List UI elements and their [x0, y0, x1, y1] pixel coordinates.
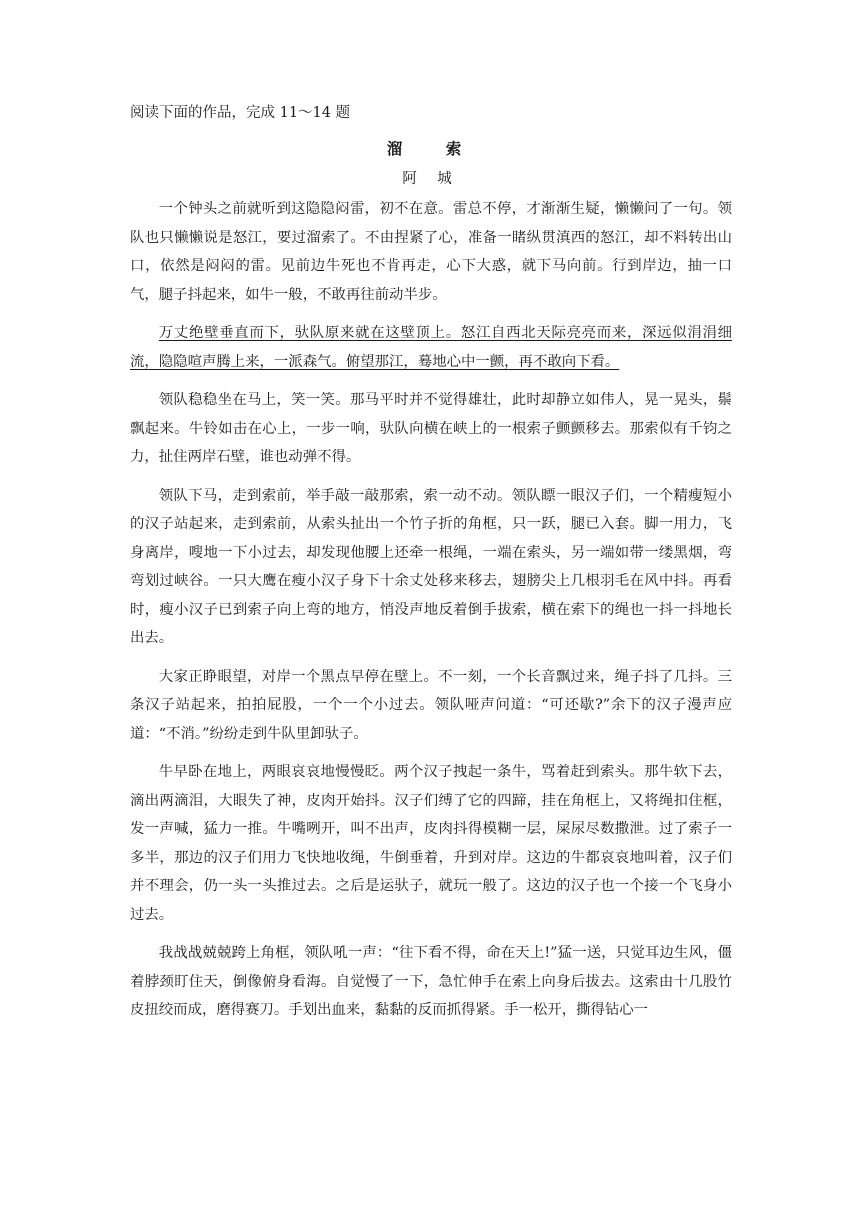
paragraph-5: 大家正睁眼望，对岸一个黑点早停在壁上。不一刻，一个长音飘过来，绳子抖了几抖。三条汉子站起来，拍拍屁股，一个一个小过去。领队哑声问道：“可还歇?”余下的汉子漫声应道：“不消。”纷纷走到牛队里卸驮子。: [130, 668, 732, 742]
paragraph-2-underlined: [130, 319, 732, 376]
article-title: 溜 索: [386, 139, 476, 158]
paragraph-3: 领队稳稳坐在马上，笑一笑。那马平时并不觉得雄壮，此时却静立如伟人，晃一晃头，鬃飘起来。牛铃如击在心上，一步一响，驮队向横在峡上的一根索子颤颤移去。那索似有千钧之力，扯住两岸石壁，谁也动弹不得。: [130, 392, 732, 465]
paragraph-4: 领队下马，走到索前，举手敲一敲那索，索一动不动。领队瞟一眼汉子们，一个精瘦短小的汉子站起来，走到索前，从索头扯出一个竹子折的角框，只一跃，腿已入套。脚一用力，飞身离岸，嗖地一下小过去，却发现他腰上还牵一根绳，一端在索头，另一端如带一缕黑烟，弯弯划过峡谷。一只大鹰在瘦小汉子身下十余丈处移来移去，翅膀尖上几根羽毛在风中抖。再看时，瘦小汉子已到索子向上弯的地方，悄没声地反着倒手拔索，横在索下的绳也一抖一抖地长出去。: [130, 487, 732, 646]
paragraph-1: 一个钟头之前就听到这隐隐闷雷，初不在意。雷总不停，才渐渐生疑，懒懒问了一句。领队也只懒懒说是怒江，要过溜索了。不由捏紧了心，准备一睹纵贯滇西的怒江，却不料转出山口，依然是闷闷的雷。见前边牛死也不肯再走，心下大惑，就下马向前。行到岸边，抽一口气，腿子抖起来，如牛一般，不敢再往前动半步。: [130, 201, 732, 303]
paragraph-7: 我战战兢兢跨上角框，领队吼一声：“往下看不得，命在天上!”猛一送，只觉耳边生风，僵着脖颈盯住天，倒像俯身看海。自觉慢了一下，急忙伸手在索上向身后拔去。这索由十几股竹皮扭绞而成，磨得赛刀。手划出血来，黏黏的反而抓得紧。手一松开，撕得钻心一: [130, 945, 732, 1018]
paragraph-6: 牛早卧在地上，两眼哀哀地慢慢眨。两个汉子拽起一条牛，骂着赶到索头。那牛软下去，滴出两滴泪，大眼失了神，皮肉开始抖。汉子们缚了它的四蹄，挂在角框上，又将绳扣住框，发一声喊，猛力一推。牛嘴咧开，叫不出声，皮肉抖得模糊一层，屎尿尽数撒泄。过了索子一多半，那边的汉子们用力飞快地收绳，牛倒垂着，升到对岸。这边的牛都哀哀地叫着，汉子们并不理会，仍一头一头推过去。之后是运驮子，就玩一般了。这边的汉子也一个接一个飞身小过去。: [130, 764, 732, 923]
reading-instruction: 阅读下面的作品，完成 11～14 题: [130, 105, 351, 121]
underlined-text: 万丈绝壁垂直而下，驮队原来就在这壁顶上。怒江自西北天际亮亮而来，深远似涓涓细流，隐隐喧声腾上来，一派森气。俯望那江，蓦地心中一颤，再不敢向下看。: [130, 325, 732, 370]
article-author: 阿 城: [402, 171, 460, 187]
